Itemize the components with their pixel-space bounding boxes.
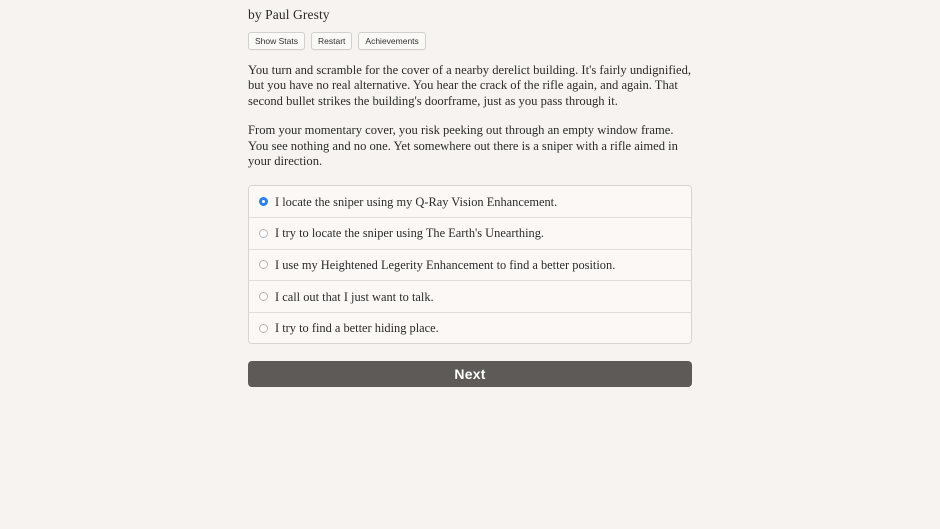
choice-label-5: I try to find a better hiding place.	[275, 321, 439, 336]
choice-label-1: I locate the sniper using my Q-Ray Vision Enhancement.	[275, 194, 558, 209]
choice-label-4: I call out that I just want to talk.	[275, 289, 434, 304]
choice-label-3: I use my Heightened Legerity Enhancement to find a better position.	[275, 257, 616, 272]
radio-icon-selected[interactable]	[259, 197, 268, 206]
choice-list	[248, 185, 692, 344]
choice-option-3[interactable]	[249, 249, 691, 281]
radio-icon[interactable]	[259, 229, 268, 238]
radio-icon[interactable]	[259, 292, 268, 301]
choice-option-4[interactable]	[249, 280, 691, 312]
choice-label-2: I try to locate the sniper using The Earth's Unearthing.	[275, 226, 545, 241]
radio-icon[interactable]	[259, 324, 268, 333]
achievements-button[interactable]: Achievements	[358, 32, 425, 50]
restart-button[interactable]: Restart	[311, 32, 352, 50]
story-paragraph-1: You turn and scramble for the cover of a nearby derelict building. It's fairly undignified, but you have no real alternative. You hear the crack of the rifle again, and again. That second bullet strikes the building's doorframe, just as you pass through it.	[248, 63, 692, 108]
next-button[interactable]: Next	[248, 361, 692, 387]
story-paragraph-2: From your momentary cover, you risk peeking out through an empty window frame. You see nothing and no one. Yet somewhere out there is a sniper with a rifle aimed in your direction.	[248, 123, 678, 169]
choice-option-1[interactable]	[249, 186, 691, 217]
story-content-column	[248, 0, 692, 387]
radio-icon[interactable]	[259, 260, 268, 269]
choice-option-2[interactable]	[249, 217, 691, 249]
game-toolbar	[248, 32, 692, 50]
author-byline: by Paul Gresty	[248, 7, 330, 22]
choice-option-5[interactable]	[249, 312, 691, 344]
show-stats-button[interactable]: Show Stats	[248, 32, 305, 50]
story-text	[248, 63, 692, 169]
